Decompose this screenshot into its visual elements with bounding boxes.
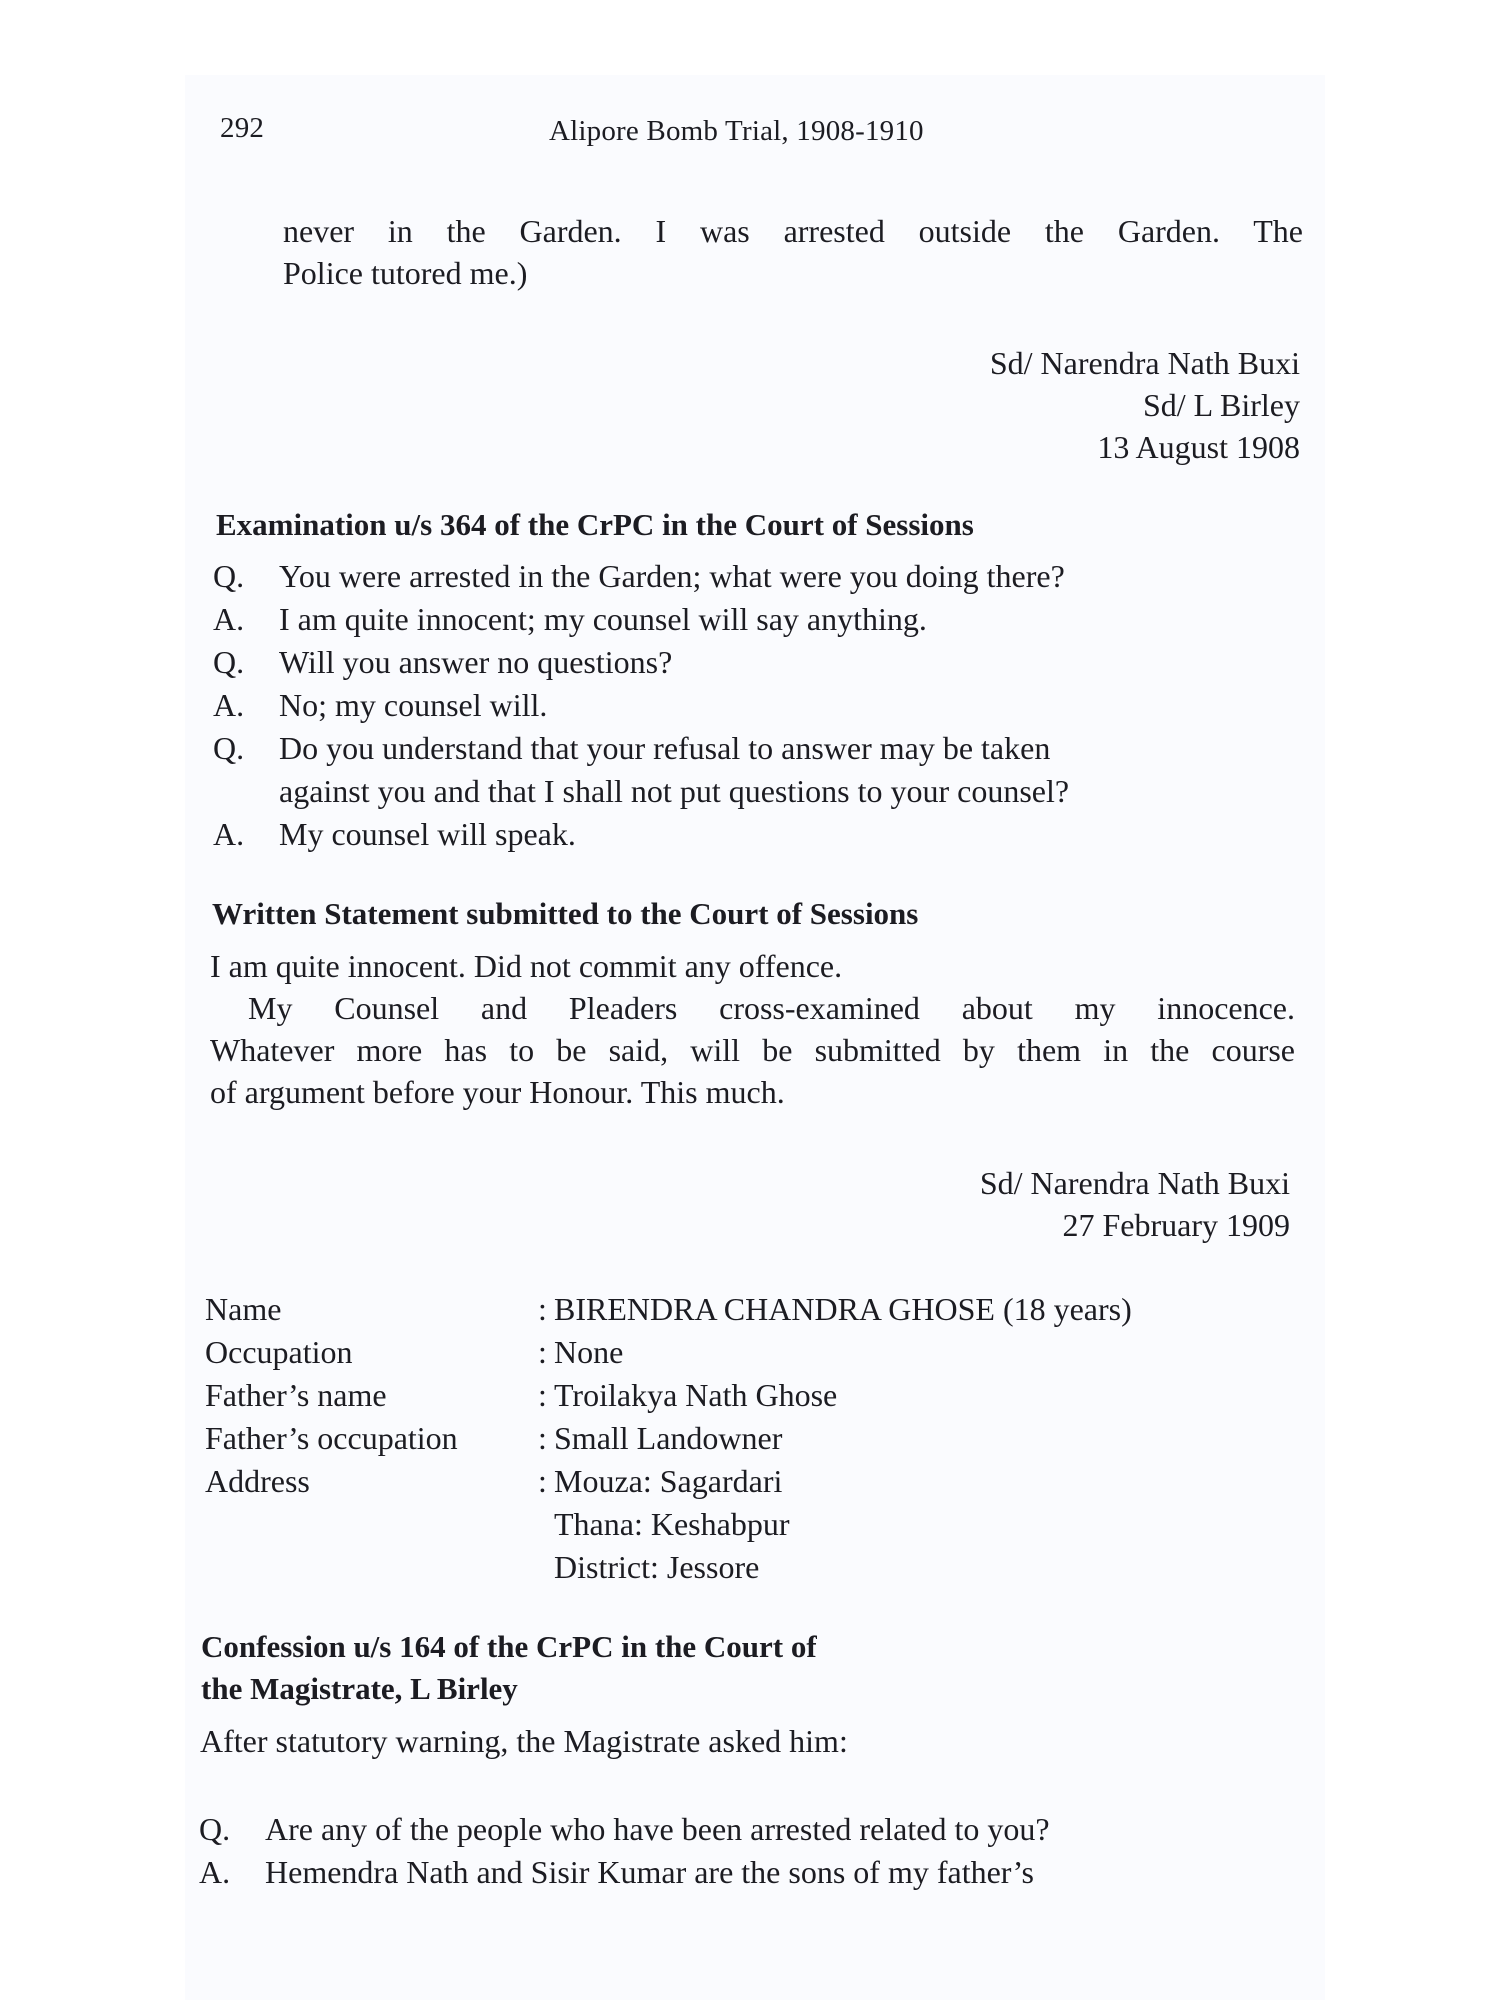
qa-label: A. [213, 816, 245, 852]
qa-label: A. [213, 601, 245, 637]
signature-date: 27 February 1909 [1062, 1207, 1290, 1243]
qa-text: against you and that I shall not put questions to your counsel? [279, 773, 1070, 809]
heading-line: the Magistrate, L Birley [201, 1671, 518, 1706]
page-number: 292 [220, 112, 265, 144]
detail-value: Thana: Keshabpur [554, 1506, 790, 1542]
qa-text: Will you answer no questions? [279, 644, 673, 680]
text-line: Whatever more has to be said, will be submitted by them in the course [210, 1032, 1295, 1068]
detail-row-occupation: Occupation : None [205, 1331, 1305, 1374]
detail-label: Occupation [205, 1334, 353, 1370]
qa-text: My counsel will speak. [279, 816, 576, 852]
qa-text: You were arrested in the Garden; what were you doing there? [279, 558, 1065, 594]
detail-label: Name [205, 1291, 282, 1327]
detail-row-address-cont [205, 1546, 1305, 1589]
text-line: Police tutored me.) [283, 255, 528, 291]
qa-item-continuation [213, 770, 1308, 813]
qa-label: Q. [213, 730, 245, 766]
detail-row-name: Name : BIRENDRA CHANDRA GHOSE (18 years) [205, 1288, 1305, 1331]
detail-value: BIRENDRA CHANDRA GHOSE (18 years) [554, 1291, 1132, 1327]
qa-item [213, 727, 1308, 770]
signature-line: Sd/ L Birley [1142, 387, 1300, 423]
confession-intro: After statutory warning, the Magistrate asked him: [200, 1723, 848, 1759]
detail-value: District: Jessore [554, 1549, 760, 1585]
qa-item [213, 641, 1308, 684]
examination-heading: Examination u/s 364 of the CrPC in the Court of Sessions [216, 507, 974, 542]
detail-label: Address [205, 1463, 310, 1499]
detail-value: Small Landowner [554, 1420, 783, 1456]
qa-label: A. [213, 687, 245, 723]
heading-line: Confession u/s 164 of the CrPC in the Court of [201, 1629, 817, 1664]
qa-text: Hemendra Nath and Sisir Kumar are the sons of my father’s [265, 1854, 1034, 1890]
qa-label: Q. [199, 1811, 231, 1847]
qa-text: I am quite innocent; my counsel will say anything. [279, 601, 927, 637]
running-title: Alipore Bomb Trial, 1908-1910 [549, 115, 924, 147]
signature-line: Sd/ Narendra Nath Buxi [979, 1165, 1290, 1201]
signature-block-1 [780, 342, 1300, 468]
text-line: My Counsel and Pleaders cross-examined about my innocence. [248, 990, 1295, 1026]
qa-item [199, 1851, 1299, 1894]
detail-value: Mouza: Sagardari [554, 1463, 783, 1499]
text-line: never in the Garden. I was arrested outside the Garden. The [283, 213, 1303, 249]
qa-label: A. [199, 1854, 231, 1890]
written-statement-heading: Written Statement submitted to the Court of Sessions [212, 896, 919, 931]
qa-item [213, 598, 1308, 641]
confession-heading [201, 1626, 817, 1710]
detail-value: None [554, 1334, 624, 1370]
qa-item [213, 555, 1308, 598]
qa-label: Q. [213, 644, 245, 680]
signature-date: 13 August 1908 [1097, 429, 1300, 465]
confession-qa-list [199, 1808, 1299, 1894]
text-line: I am quite innocent. Did not commit any offence. [210, 948, 843, 984]
written-statement-body [210, 945, 1295, 1113]
detail-row-address-cont [205, 1503, 1305, 1546]
qa-label: Q. [213, 558, 245, 594]
detail-row-fathers-name: Father’s name : Troilakya Nath Ghose [205, 1374, 1305, 1417]
detail-label: Father’s name [205, 1377, 387, 1413]
signature-line: Sd/ Narendra Nath Buxi [989, 345, 1300, 381]
detail-row-fathers-occupation: Father’s occupation : Small Landowner [205, 1417, 1305, 1460]
qa-item [213, 813, 1308, 856]
detail-row-address: Address : Mouza: Sagardari [205, 1460, 1305, 1503]
personal-details [205, 1288, 1305, 1589]
qa-text: Do you understand that your refusal to answer may be taken [279, 730, 1051, 766]
qa-text: No; my counsel will. [279, 687, 548, 723]
detail-value: Troilakya Nath Ghose [554, 1377, 838, 1413]
qa-item [199, 1808, 1299, 1851]
detail-label: Father’s occupation [205, 1420, 458, 1456]
opening-paragraph [283, 210, 1303, 294]
examination-qa-list [213, 555, 1308, 856]
signature-block-2 [770, 1162, 1290, 1246]
text-line: of argument before your Honour. This much. [210, 1074, 785, 1110]
qa-text: Are any of the people who have been arrested related to you? [265, 1811, 1050, 1847]
qa-item [213, 684, 1308, 727]
